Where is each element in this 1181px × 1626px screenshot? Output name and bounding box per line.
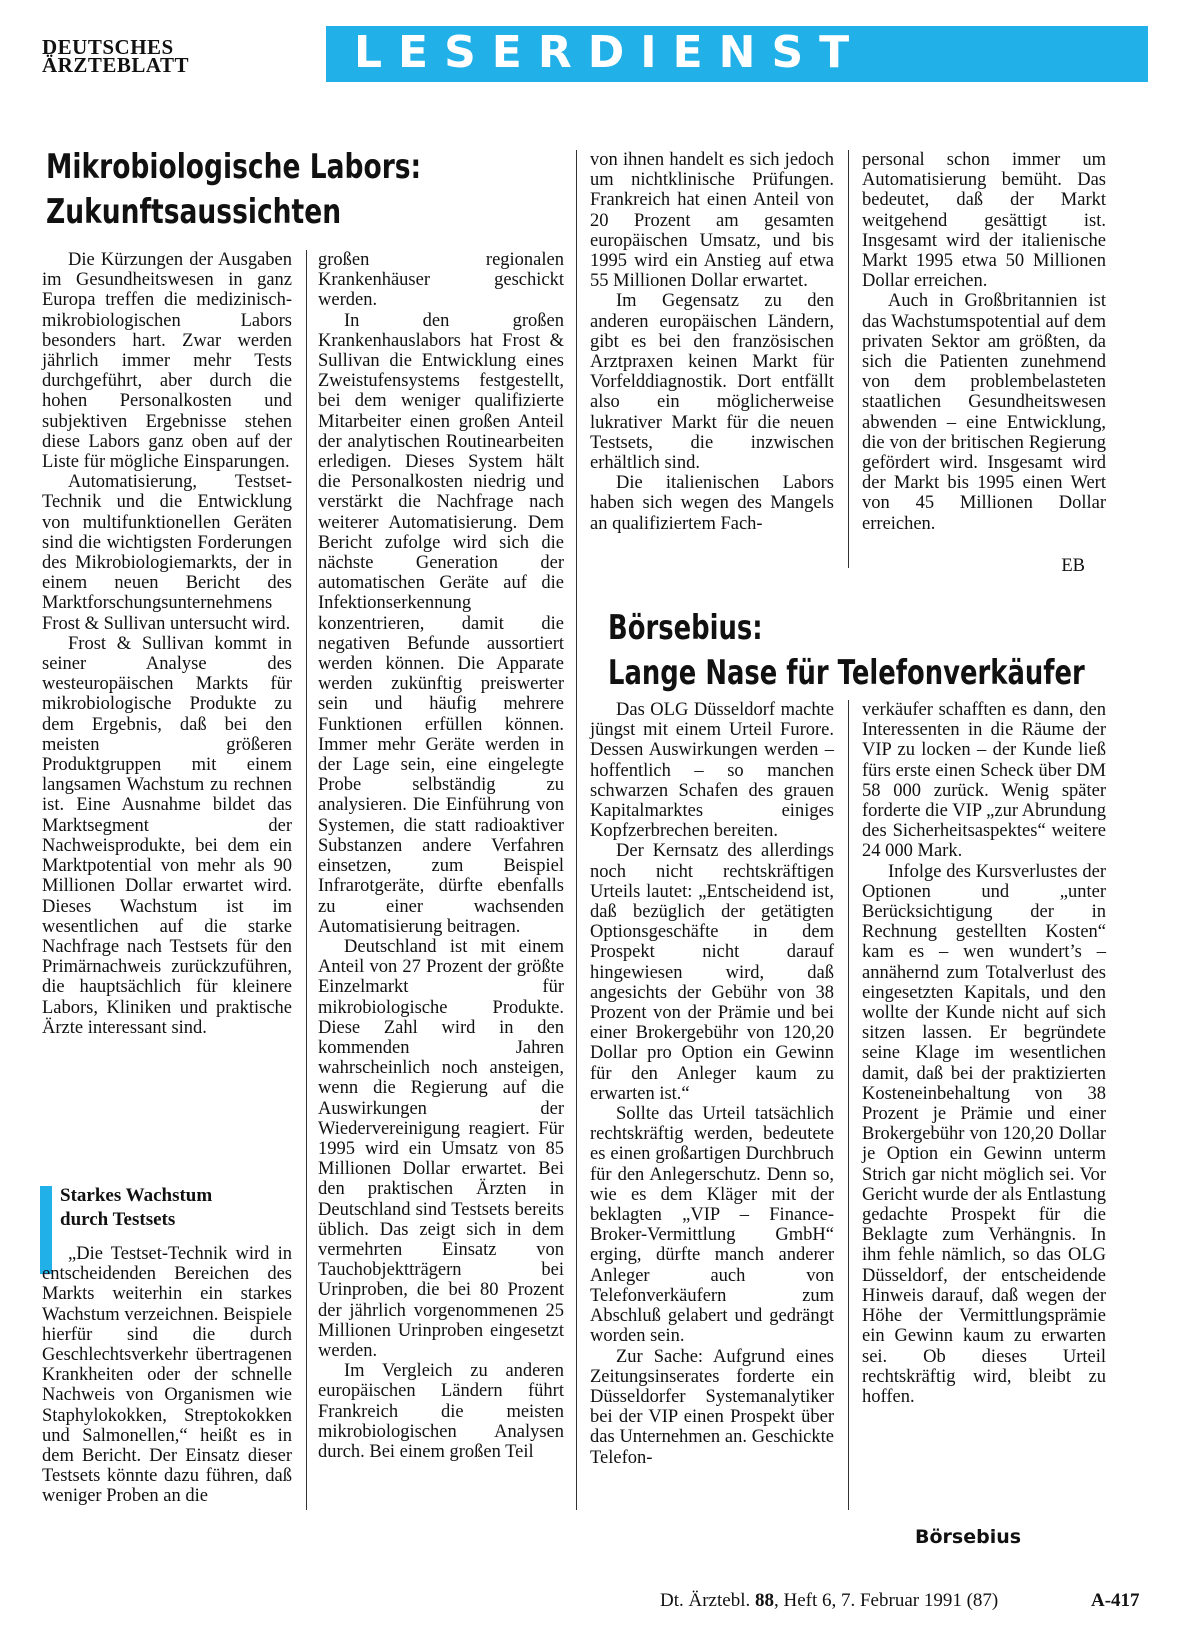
paragraph: Der Kernsatz des allerdings noch nicht rechtskräftigen Urteils lautet: „Entscheidend ist, daß bezüglich der getätigten Optionsgeschäfte in dem Prospekt nicht darauf hingewiesen wird, daß angesichts der Gebühr von 38 Prozent von der Prämie und bei einer Brokergebühr von 120,20 Dollar pro Option ein Gewinn für den Anleger kaum zu erwarten ist.“: [590, 841, 834, 1104]
article1-column-2: [318, 250, 564, 1462]
article1-column-3: [590, 150, 834, 534]
paragraph: Infolge des Kursverlustes der Optionen und „unter Berücksichtigung der in Rechnung gestellten Kosten“ kam es – wen wundert’s – annähernd zum Totalverlust des eingesetzten Kapitals, und den wollte der Kunde nicht auf sich sitzen lassen. Er begründete seine Klage im wesentlichen damit, daß bei der praktizierten Kosteneinbehaltung von 38 Prozent je Prämie und einer Brokergebühr von 120,20 Dollar je Option ein Gewinn unterm Strich gar nicht möglich sei. Vor Gericht wurde der als Entlastung gedachte Prospekt für die Beklagte zum Verhängnis. In ihm fehle nämlich, so das OLG Düsseldorf, der entscheidende Hinweis darauf, daß wegen der Höhe der Vermittlungsprämie ein Gewinn kaum zu erwarten sei. Ob dieses Urteil rechtskräftig wird, bleibt zu hoffen.: [862, 861, 1106, 1407]
article2-column-2: [862, 700, 1106, 1407]
column-divider: [306, 250, 307, 1510]
article2-author: Börsebius: [915, 1526, 1022, 1548]
column-divider: [576, 150, 577, 1510]
section-title: LESERDIENST: [354, 27, 866, 78]
paragraph: verkäufer schafften es dann, den Interessenten in die Räume der VIP zu locken – der Kunde ließ fürs erste einen Scheck über DM 58 000 zurück. Wenig später forderte die VIP „zur Abrundung des Sicherheitsaspektes“ weitere 24 000 Mark.: [862, 700, 1106, 862]
box-heading-line2: durch Testsets: [60, 1209, 176, 1230]
box-paragraph: „Die Testset-Technik wird in entscheidenden Bereichen des Markts weiterhin ein starkes Wachstum verzeichnen. Beispiele hierfür sind die durch Geschlechtsverkehr übertragenen Krankheiten oder der schnelle Nachweis von Organismen wie Staphylokokken, Streptokokken und Salmonellen,“ heißt es in dem Bericht. Der Einsatz dieser Testsets könnte dazu führen, daß weniger Proben an die: [42, 1244, 292, 1507]
paragraph: Automatisierung, Testset-Technik und die Entwicklung von multifunktionellen Geräten sind die wichtigsten Forderungen des Mikrobiologiemarkts, der in einem neuen Bericht des Marktforschungsunternehmens Frost & Sullivan untersucht wird.: [42, 472, 292, 634]
citation-rest: , Heft 6, 7. Februar 1991 (87): [773, 1590, 999, 1611]
paragraph: Sollte das Urteil tatsächlich rechtskräftig werden, bedeutete es einen großartigen Durchbruch für den Anlegerschutz. Denn so, wie es dem Kläger mit der beklagten „VIP – Finance-Broker-Vermittlung GmbH“ erging, dürfte manch anderer Anleger auch von Telefonverkäufern zum Abschluß gelabert und gedrängt worden sein.: [590, 1104, 834, 1347]
paragraph: Die Kürzungen der Ausgaben im Gesundheitswesen in ganz Europa treffen die medizinisch-mikrobiologischen Labors besonders hart. Zwar werden jährlich immer mehr Tests durchgeführt, aber durch die hohen Personalkosten und subjektiven Ergebnisse stehen diese Labors ganz oben auf der Liste für mögliche Einsparungen.: [42, 250, 292, 473]
paragraph: Das OLG Düsseldorf machte jüngst mit einem Urteil Furore. Dessen Auswirkungen werden – hoffentlich – so manchen schwarzen Schafen des grauen Kapitalmarktes einiges Kopfzerbrechen bereiten.: [590, 700, 834, 842]
box-text-column: [42, 1244, 292, 1507]
paragraph: Deutschland ist mit einem Anteil von 27 Prozent der größte Einzelmarkt für mikrobiologische Produkte. Diese Zahl wird in den kommenden Jahren wahrscheinlich noch ansteigen, wenn die Regierung auf die Auswirkungen der Wiedervereinigung reagiert. Für 1995 wird ein Umsatz von 85 Millionen Dollar erwartet. Bei den praktischen Ärzten in Deutschland sind Testsets bereits üblich. Das zeigt sich in dem vermehrten Einsatz von Tauchobjektträgern bei Urinproben, die bei 80 Prozent der jährlich vorgenommenen 25 Millionen Urinproben eingesetzt werden.: [318, 936, 564, 1361]
column-divider: [848, 150, 849, 568]
column-divider: [848, 700, 849, 1510]
article2-title: [608, 606, 1085, 696]
paragraph: von ihnen handelt es sich jedoch um nichtklinische Prüfungen. Frankreich hat einen Anteil von 20 Prozent am gesamten europäischen Umsatz, und bis 1995 wird ein Anstieg auf etwa 55 Millionen Dollar erwartet.: [590, 150, 834, 292]
article2-column-1: [590, 700, 834, 1468]
citation-volume: 88: [754, 1590, 774, 1611]
article1-title-line1: Mikrobiologische Labors:: [46, 147, 422, 187]
paragraph: Frost & Sullivan kommt in seiner Analyse des westeuropäischen Markts für mikrobiologische Produkte zu dem Ergebnis, daß bei den meisten größeren Produktgruppen mit einem langsamen Wachstum zu rechnen ist. Eine Ausnahme bildet das Marktsegment der Nachweisprodukte, bei dem ein Marktpotential von mehr als 90 Millionen Dollar erwartet wird. Dieses Wachstum ist im wesentlichen auf die starke Nachfrage nach Testsets für den Primärnachweis zurückzuführen, die hauptsächlich für kleinere Labors, Kliniken und praktische Ärzte interessant sind.: [42, 633, 292, 1038]
box-heading-line1: Starkes Wachstum: [60, 1185, 213, 1206]
box-heading: [60, 1184, 320, 1232]
page-citation: [660, 1590, 998, 1612]
article2-title-line1: Börsebius:: [608, 608, 763, 648]
paragraph: großen regionalen Krankenhäuser geschickt werden.: [318, 250, 564, 311]
paragraph: Die italienischen Labors haben sich wegen des Mangels an qualifiziertem Fach-: [590, 473, 834, 534]
article1-column-4: [862, 150, 1106, 534]
journal-logo: [42, 35, 189, 77]
citation-prefix: Dt. Ärztebl.: [660, 1590, 751, 1611]
article1-column-1: [42, 250, 292, 1038]
journal-logo-line1: DEUTSCHES: [42, 35, 174, 59]
paragraph: Im Vergleich zu anderen europäischen Ländern führt Frankreich die meisten mikrobiologischen Analysen durch. Bei einem großen Teil: [318, 1361, 564, 1462]
article1-title: [46, 145, 421, 235]
paragraph: Zur Sache: Aufgrund eines Zeitungsinserates forderte ein Düsseldorfer Systemanalytiker bei der VIP einen Prospekt über das Unternehmen an. Geschickte Telefon-: [590, 1346, 834, 1468]
article2-title-line2: Lange Nase für Telefonverkäufer: [608, 653, 1085, 693]
article1-author: EB: [1061, 556, 1085, 576]
page-number: A-417: [1091, 1590, 1140, 1611]
paragraph: personal schon immer um Automatisierung bemüht. Das bedeutet, daß der Markt weitgehend gesättigt ist. Insgesamt wird der italienische Markt 1995 etwa 50 Millionen Dollar erreichen.: [862, 150, 1106, 292]
article1-title-line2: Zukunftsaussichten: [46, 192, 342, 232]
journal-logo-line2: ÄRZTEBLATT: [42, 53, 189, 77]
paragraph: Auch in Großbritannien ist das Wachstumspotential auf dem privaten Sektor am größten, da sich die Patienten zunehmend von dem problembelasteten staatlichen Gesundheitswesen abwenden – eine Entwicklung, die von der britischen Regierung gefördert wird. Insgesamt wird der Markt bis 1995 einen Wert von 45 Millionen Dollar erreichen.: [862, 291, 1106, 534]
paragraph: In den großen Krankenhauslabors hat Frost & Sullivan die Entwicklung eines Zweistufensystems festgestellt, bei dem weniger qualifizierte Mitarbeiter einen großen Anteil der analytischen Routinearbeiten erledigen. Dieses System hält die Personalkosten niedrig und verstärkt die Nachfrage nach weiterer Automatisierung. Dem Bericht zufolge wird sich die nächste Generation der automatischen Geräte auf die Infektionserkennung konzentrieren, damit die negativen Befunde aussortiert werden können. Die Apparate werden zukünftig preiswerter sein und häufig mehrere Funktionen erfüllen können. Immer mehr Geräte werden in der Lage sein, eine eingelegte Probe selbständig zu analysieren. Die Einführung von Systemen, die statt radioaktiver Substanzen andere Verfahren einsetzen, zum Beispiel Infrarotgeräte, dürfte ebenfalls zu einer wachsenden Automatisierung beitragen.: [318, 310, 564, 937]
section-banner: [326, 26, 1148, 82]
paragraph: Im Gegensatz zu den anderen europäischen Ländern, gibt es bei den französischen Arztpraxen keinen Markt für Vorfelddiagnostik. Dort entfällt also ein möglicherweise lukrativer Markt für die neuen Testsets, die inzwischen erhältlich sind.: [590, 291, 834, 474]
